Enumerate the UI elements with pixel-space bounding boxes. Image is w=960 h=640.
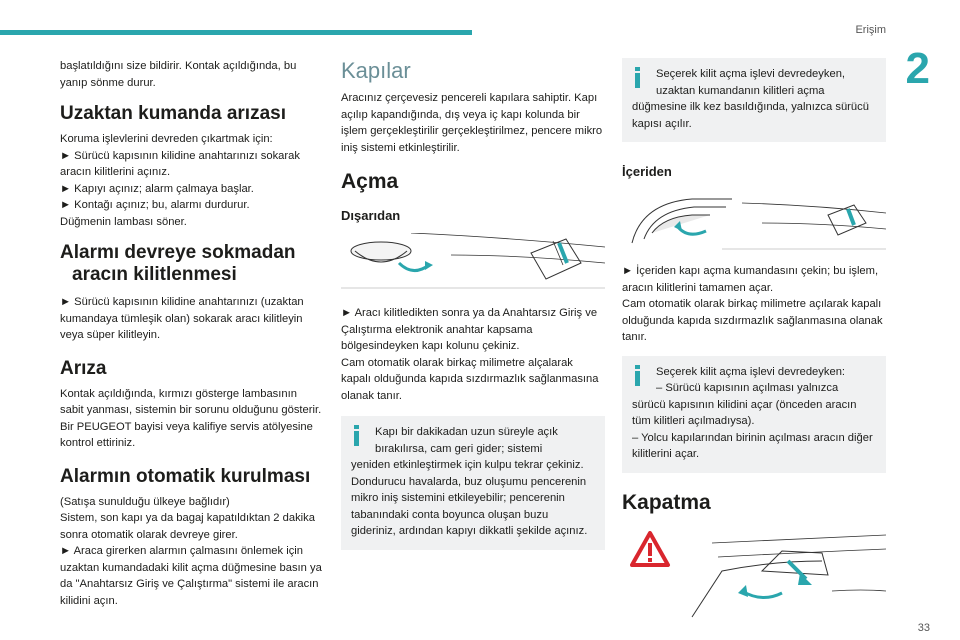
heading-from-inside: İçeriden (622, 164, 672, 179)
paragraph: ► Sürücü kapısının kilidine anahtarınızı sokarak aracın kilitlerini açınız. (60, 149, 300, 178)
info-icon (634, 365, 642, 387)
info-icon (353, 425, 361, 447)
paragraph: ► Kapıyı açınız; alarm çalmaya başlar. (60, 182, 254, 195)
info-text: düğmesine ilk kez basıldığında, yalnızca sürücü kapısı açılır. (632, 101, 869, 130)
lock-without-alarm-text: ► Sürücü kapısının kilidine anahtarınızı (uzaktan kumandaya tümleşik olan) sokarak aracı kilitleyin veya süper kilitleyin. (60, 296, 304, 341)
heading-remote-failure: Uzaktan kumanda arızası (60, 103, 286, 124)
page-number: 33 (917, 622, 930, 634)
paragraph: Düğmenin lambası söner. (60, 215, 187, 228)
exterior-door-handle-icon (341, 233, 605, 295)
paragraph: Kontak açıldığında, kırmızı gösterge lambasının sabit yanması, sistemin bir sorunu olduğunu gösterir. (60, 387, 322, 416)
paragraph: ► Araca girerken alarmın çalmasını önlemek için uzaktan kumandadaki kilit açma düğmesine basın ya da "Anahtarsız Giriş ve Çalıştırma" sistemi ile aracın kilidini açın. (60, 545, 322, 607)
info-box-selective-unlock-2 (622, 356, 886, 473)
auto-alarm-text (60, 494, 322, 610)
heading-lock-without-alarm (60, 242, 322, 286)
heading-from-outside: Dışarıdan (341, 208, 401, 223)
column-3 (622, 58, 886, 619)
column-2 (341, 58, 605, 550)
info-text: sürücü kapısının kilidini açar (önceden aracın tüm kilitleri açılmadıysa). (632, 398, 857, 427)
info-text: – Sürücü kapısının açılması yalnızca (656, 382, 839, 394)
info-box-door-open (341, 416, 605, 550)
interior-door-handle-icon (622, 193, 886, 253)
info-text: Kapı bir dakikadan uzun süreyle açık bırakılırsa, cam geri gider; sistemi (375, 426, 558, 455)
closing-illustration (622, 531, 886, 619)
heading-opening: Açma (341, 170, 399, 193)
info-icon (634, 67, 642, 89)
section-label: Erişim (855, 24, 886, 36)
paragraph: (Satışa sunulduğu ülkeye bağlıdır) (60, 495, 230, 508)
info-text: Seçerek kilit açma işlevi devredeyken: (656, 365, 846, 378)
info-box-selective-unlock (622, 58, 886, 142)
paragraph: ► Aracı kilitledikten sonra ya da Anahtarsız Giriş ve Çalıştırma elektronik anahtar kapsama bölgesindeyken kapı kolunu çekiniz. (341, 307, 598, 352)
paragraph: Cam otomatik olarak birkaç milimetre alçalarak kapalı olduğunda kapıda sızdırmazlık sağlanmasına olanak tanır. (341, 356, 599, 402)
info-text: – Yolcu kapılarından birinin açılması aracın diğer kilitlerini açar. (632, 431, 873, 460)
heading-auto-alarm: Alarmın otomatik kurulması (60, 465, 311, 487)
outside-handle-illustration (341, 233, 605, 295)
info-text: Dondurucu havalarda, buz oluşumu pencerenin mikro iniş sistemini etkileyebilir; pencerenin tabanındaki conta boyunca oluşan buzu gideriniz, ardından kapıyı dikkatli şekilde açınız. (351, 475, 588, 537)
inside-handle-illustration (622, 193, 886, 253)
paragraph: Koruma işlevlerini devreden çıkartmak için: (60, 133, 273, 145)
closing-illustration-graphic (622, 531, 886, 619)
doors-intro: Aracınız çerçevesiz pencereli kapılara sahiptir. Kapı açılıp kapandığında, dış veya iç kapı kolunda bir işlem gerçekleştirilir gerçekleştirilmez, pencere mikro iniş sistemi etkinleştirilir. (341, 92, 603, 154)
remote-failure-text (60, 131, 322, 230)
paragraph: Cam otomatik olarak birkaç milimetre açılarak kapalı olduğunda kapıda sızdırmazlık sağlanmasına olanak tanır. (622, 298, 883, 343)
info-text: yeniden etkinleştirmek için kulpu tekrar çekiniz. (351, 459, 584, 471)
intro-text: başlatıldığını size bildirir. Kontak açıldığında, bu yanıp sönme durur. (60, 60, 297, 89)
column-1 (60, 58, 322, 609)
heading-line-2: aracın kilitlenmesi (72, 264, 237, 285)
heading-doors: Kapılar (341, 58, 411, 83)
paragraph: Sistem, son kapı ya da bagaj kapatıldıktan 2 dakika sonra otomatik olarak devreye girer. (60, 512, 315, 541)
heading-fault: Arıza (60, 357, 107, 379)
heading-closing: Kapatma (622, 490, 711, 514)
paragraph: ► Kontağı açınız; bu, alarmı durdurur. (60, 199, 250, 211)
outside-opening-text (341, 305, 605, 404)
inside-opening-text (622, 263, 886, 346)
fault-text (60, 386, 322, 452)
paragraph: ► İçeriden kapı açma kumandasını çekin; bu işlem, aracın kilitlerini tamamen açar. (622, 265, 879, 294)
info-text: Seçerek kilit açma işlevi devredeyken, uzaktan kumandanın kilitleri açma (656, 68, 846, 97)
heading-line-1: Alarmı devreye sokmadan (60, 242, 296, 263)
paragraph: Bir PEUGEOT bayisi veya kalifiye servis atölyesine kontrol ettiriniz. (60, 420, 313, 449)
header-accent-bar (0, 30, 472, 35)
chapter-number: 2 (905, 44, 930, 93)
